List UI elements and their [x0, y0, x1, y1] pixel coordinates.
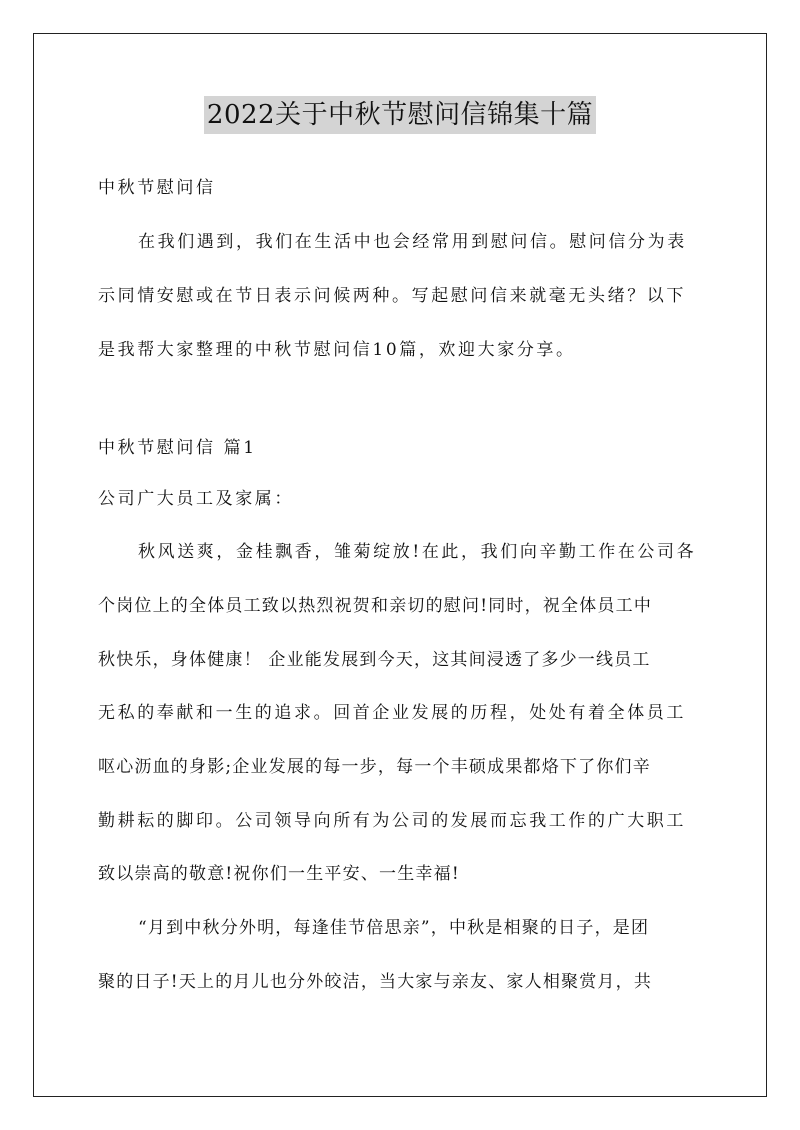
letter-paragraph-line: 秋快乐，身体健康！ 企业能发展到今天，这其间浸透了多少一线员工 — [98, 650, 651, 670]
document-title: 2022关于中秋节慰问信锦集十篇 — [204, 96, 596, 134]
letter-heading: 中秋节慰问信 篇1 — [98, 438, 257, 458]
section-heading: 中秋节慰问信 — [98, 178, 216, 198]
intro-paragraph-line: 是我帮大家整理的中秋节慰问信10篇，欢迎大家分享。 — [98, 340, 576, 360]
letter-paragraph-line: 聚的日子!天上的月儿也分外皎洁，当大家与亲友、家人相聚赏月，共 — [98, 972, 653, 992]
letter-paragraph-line: “月到中秋分外明，每逢佳节倍思亲”，中秋是相聚的日子，是团 — [138, 918, 650, 938]
letter-salutation: 公司广大员工及家属： — [98, 489, 294, 509]
intro-paragraph-line: 在我们遇到，我们在生活中也会经常用到慰问信。慰问信分为表 — [138, 232, 687, 252]
title-container — [0, 96, 800, 134]
letter-paragraph-line: 无私的奉献和一生的追求。回首企业发展的历程，处处有着全体员工 — [98, 703, 686, 723]
letter-paragraph-line: 勤耕耘的脚印。公司领导向所有为公司的发展而忘我工作的广大职工 — [98, 811, 686, 831]
letter-paragraph-line: 呕心沥血的身影;企业发展的每一步，每一个丰硕成果都烙下了你们辛 — [98, 757, 651, 777]
letter-paragraph-line: 秋风送爽，金桂飘香，雏菊绽放!在此，我们向辛勤工作在公司各 — [138, 542, 697, 562]
intro-paragraph-line: 示同情安慰或在节日表示问候两种。写起慰问信来就毫无头绪？以下 — [98, 286, 686, 306]
letter-paragraph-line: 个岗位上的全体员工致以热烈祝贺和亲切的慰问!同时，祝全体员工中 — [98, 596, 653, 616]
letter-paragraph-line: 致以崇高的敬意!祝你们一生平安、一生幸福! — [98, 864, 460, 884]
